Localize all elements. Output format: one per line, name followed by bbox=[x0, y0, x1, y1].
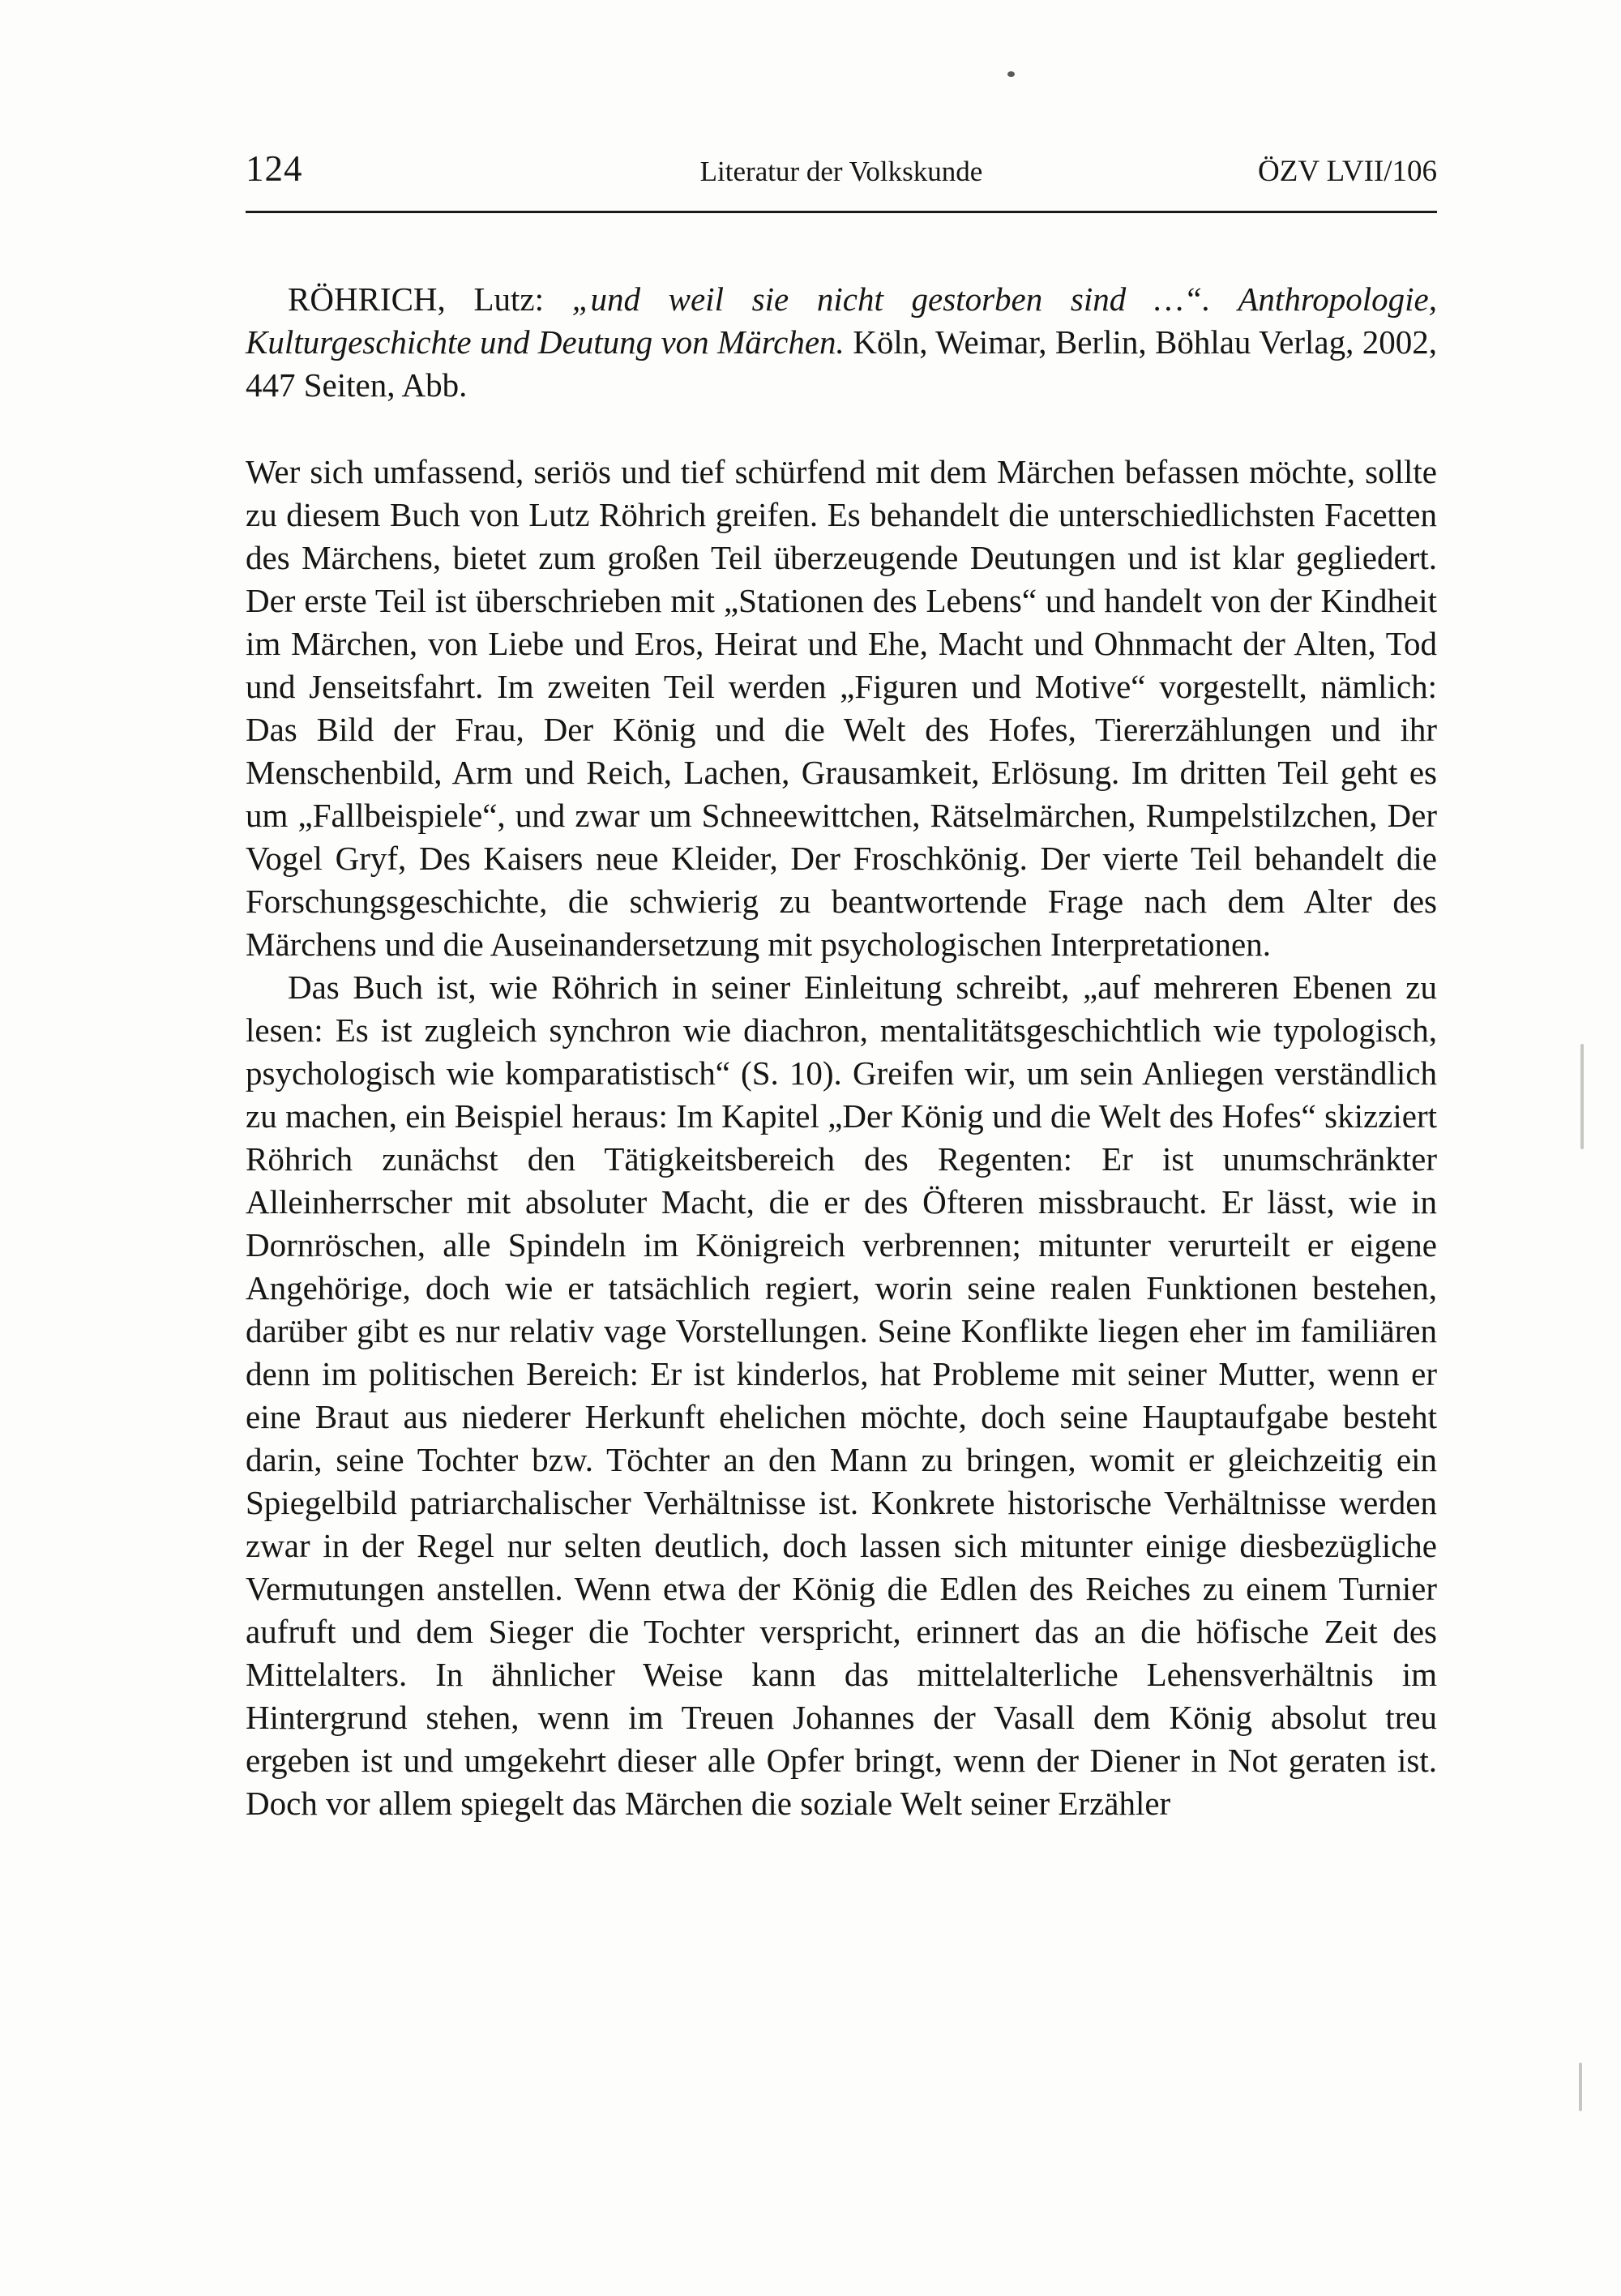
review-paragraph-2: Das Buch ist, wie Röhrich in seiner Einleitung schreibt, „auf mehreren Ebenen zu lesen: Es ist zugleich synchron wie diachron, mentalitätsgeschichtlich wie typologisch, psychologisch wie komparatistisch“ (S. 10). Greifen wir, um sein Anliegen verständlich zu machen, ein Beispiel heraus: Im Kapitel „Der König und die Welt des Hofes“ skizziert Röhrich zunächst den Tätigkeitsbereich des Regenten: Er ist unumschränkter Alleinherrscher mit absoluter Macht, die er des Öfteren missbraucht. Er lässt, wie in Dornröschen, alle Spindeln im Königreich verbrennen; mitunter verurteilt er eigene Angehörige, doch wie er tatsächlich regiert, worin seine realen Funktionen bestehen, darüber gibt es nur relativ vage Vorstellungen. Seine Konflikte liegen eher im familiären denn im politischen Bereich: Er ist kinderlos, hat Probleme mit seiner Mutter, wenn er eine Braut aus niederer Herkunft ehelichen möchte, doch seine Hauptaufgabe besteht darin, seine Tochter bzw. Töchter an den Mann zu bringen, womit er gleichzeitig ein Spiegelbild patriarchalischer Verhältnisse ist. Konkrete historische Verhältnisse werden zwar in der Regel nur selten deutlich, doch lassen sich mitunter einige diesbezügliche Vermutungen anstellen. Wenn etwa der König die Edlen des Reiches zu einem Turnier aufruft und dem Sieger die Tochter verspricht, erinnert das an die höfische Zeit des Mittelalters. In ähnlicher Weise kann das mittelalterliche Lehensverhältnis im Hintergrund stehen, wenn im Treuen Johannes der Vasall dem König absolut treu ergeben ist und umgekehrt dieser alle Opfer bringt, wenn der Diener in Not geraten ist. Doch vor allem spiegelt das Märchen die soziale Welt seiner Erzähler bbox=[246, 968, 1437, 1822]
citation-book-title: „und weil sie nicht gestorben sind …“. Anthropologie, Kulturgeschichte und Deutung von Märchen. bbox=[246, 280, 1437, 361]
book-citation bbox=[246, 278, 1437, 407]
issue-reference: ÖZV LVII/106 bbox=[1258, 155, 1437, 188]
scan-artifact-edge-mark bbox=[1579, 2063, 1582, 2111]
scan-artifact-speck bbox=[1007, 71, 1015, 77]
citation-publication-info: Köln, Weimar, Berlin, Böhlau Verlag, 2002, 447 Seiten, Abb. bbox=[246, 323, 1437, 404]
citation-author: RÖHRICH, Lutz: bbox=[288, 280, 572, 318]
text-column bbox=[246, 148, 1437, 1825]
page-number: 124 bbox=[246, 148, 303, 189]
scan-artifact-edge-mark bbox=[1580, 1044, 1584, 1149]
review-paragraph-1: Wer sich umfassend, seriös und tief schürfend mit dem Märchen befassen möchte, sollte zu diesem Buch von Lutz Röhrich greifen. Es behandelt die unterschiedlichsten Facetten des Märchens, bietet zum großen Teil überzeugende Deutungen und ist klar gegliedert. Der erste Teil ist überschrieben mit „Stationen des Lebens“ und handelt von der Kindheit im Märchen, von Liebe und Eros, Heirat und Ehe, Macht und Ohnmacht der Alten, Tod und Jenseitsfahrt. Im zweiten Teil werden „Figuren und Motive“ vorgestellt, nämlich: Das Bild der Frau, Der König und die Welt des Hofes, Tiererzählungen und ihr Menschenbild, Arm und Reich, Lachen, Grausamkeit, Erlösung. Im dritten Teil geht es um „Fallbeispiele“, und zwar um Schneewittchen, Rätselmärchen, Rumpelstilzchen, Der Vogel Gryf, Des Kaisers neue Kleider, Der Froschkönig. Der vierte Teil behandelt die Forschungsgeschichte, die schwierig zu beantwortende Frage nach dem Alter des Märchens und die Auseinandersetzung mit psychologischen Interpretationen. bbox=[246, 453, 1437, 963]
running-head bbox=[246, 148, 1437, 190]
running-title: Literatur der Volkskunde bbox=[699, 156, 983, 187]
header-rule bbox=[246, 211, 1437, 213]
